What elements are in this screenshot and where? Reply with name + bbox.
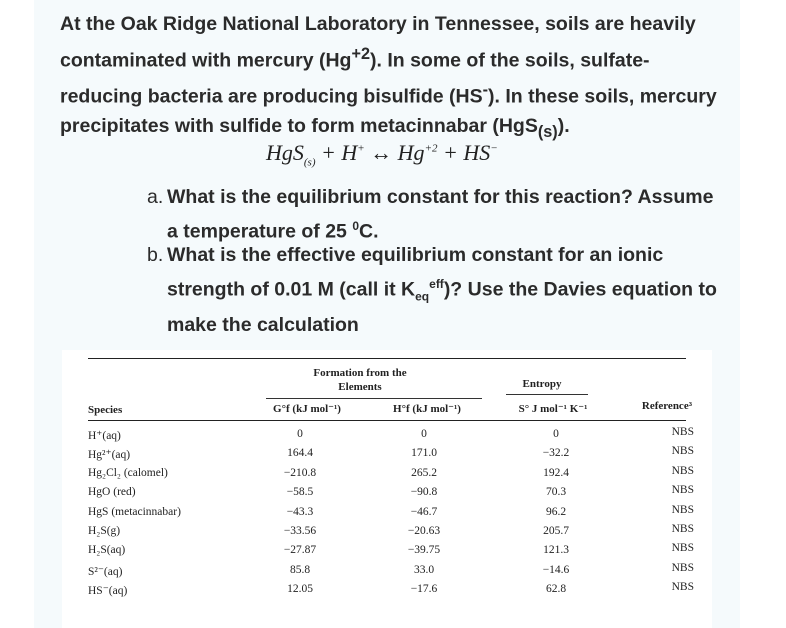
cell-reference: NBS	[671, 542, 694, 555]
cell-gibbs: 164.4	[287, 447, 313, 460]
cell-entropy: 0	[553, 428, 559, 440]
cell-reference: NBS	[671, 445, 694, 458]
cell-species: Hg²⁺(aq)	[88, 449, 131, 462]
cell-reference: NBS	[671, 426, 694, 438]
question-b-text: What is the effective equilibrium constant for an ionic strength of 0.01 M (call it $K_{eq}^{eff}$)? Use the Davies equation to make the calculation	[167, 244, 717, 337]
col-reference: Reference³	[641, 400, 692, 412]
cell-gibbs: 85.8	[289, 563, 311, 576]
reaction-equation: HgS$_{(s)}$ + H+ ↔ $Hg^{+2} + HS^-$	[266, 140, 498, 169]
group-header-formation: Formation from the Elements	[313, 367, 407, 393]
cell-gibbs: −33.56	[283, 525, 317, 537]
table-top-rule	[88, 358, 686, 359]
cell-species: HS⁻(aq)	[88, 585, 128, 598]
cell-gibbs: −58.5	[286, 486, 314, 499]
group-underline-formation	[266, 398, 482, 399]
cell-species: H₂S(g)	[88, 525, 121, 537]
cell-entropy: 70.3	[545, 486, 567, 499]
col-species: Species	[88, 404, 123, 416]
cell-reference: NBS	[671, 464, 694, 477]
cell-gibbs: −210.8	[283, 466, 317, 479]
cell-gibbs: 12.05	[287, 583, 313, 596]
cell-gibbs: −43.3	[286, 505, 314, 518]
cell-entropy: 96.2	[545, 505, 567, 518]
cell-reference: NBS	[671, 484, 694, 497]
question-b	[147, 241, 727, 340]
cell-species: S²⁻(aq)	[88, 565, 123, 578]
cell-enthalpy: −20.63	[407, 525, 441, 537]
thermo-data-table	[62, 350, 712, 628]
cell-species: Hg₂Cl₂ (calomel)	[88, 466, 168, 479]
problem-intro: At the Oak Ridge National Laboratory in Tennessee, soils are heavily contaminated with mercury $(Hg^{+2})$. In some of the soils, sulfate-reducing bacteria are producing bisulfide (HS-). In these soils, mercury precipitates with sulfide to form metacinnabar (HgS$_{(s)}$).	[60, 13, 717, 141]
table-header-rule	[88, 420, 686, 421]
cell-entropy: −32.2	[542, 447, 570, 460]
cell-enthalpy: −90.8	[410, 486, 438, 499]
question-b-label: b.	[147, 244, 164, 266]
cell-species: H₂S(aq)	[88, 544, 126, 557]
cell-entropy: −14.6	[542, 563, 570, 576]
group-header-entropy: Entropy	[522, 378, 562, 390]
cell-entropy: 205.7	[543, 525, 569, 537]
cell-entropy: 192.4	[543, 466, 569, 479]
col-entropy: S° J mol⁻¹ K⁻¹	[518, 403, 588, 415]
cell-enthalpy: −17.6	[410, 583, 438, 596]
cell-reference: NBS	[671, 523, 694, 535]
cell-species: HgO (red)	[88, 486, 136, 499]
group-underline-entropy	[506, 394, 588, 395]
cell-enthalpy: −46.7	[410, 505, 438, 518]
question-a-label: a.	[147, 186, 164, 208]
cell-reference: NBS	[671, 503, 694, 516]
cell-enthalpy: −39.75	[407, 544, 441, 557]
cell-gibbs: −27.87	[283, 544, 317, 557]
cell-enthalpy: 33.0	[413, 563, 435, 576]
cell-entropy: 62.8	[545, 583, 567, 596]
col-gibbs: G°f (kJ mol⁻¹)	[273, 403, 341, 415]
cell-enthalpy: 0	[421, 428, 427, 440]
cell-reference: NBS	[671, 561, 694, 574]
cell-enthalpy: 265.2	[411, 466, 437, 479]
cell-gibbs: 0	[297, 428, 303, 440]
cell-species: H⁺(aq)	[88, 430, 121, 442]
cell-entropy: 121.3	[543, 544, 569, 557]
col-enthalpy: H°f (kJ mol⁻¹)	[393, 403, 461, 415]
cell-reference: NBS	[671, 581, 694, 594]
question-a-text: What is the equilibrium constant for this reaction? Assume a temperature of 25 $^0$C.	[167, 186, 714, 243]
cell-enthalpy: 171.0	[411, 447, 437, 460]
cell-species: HgS (metacinnabar)	[88, 505, 181, 518]
question-a	[147, 183, 727, 247]
